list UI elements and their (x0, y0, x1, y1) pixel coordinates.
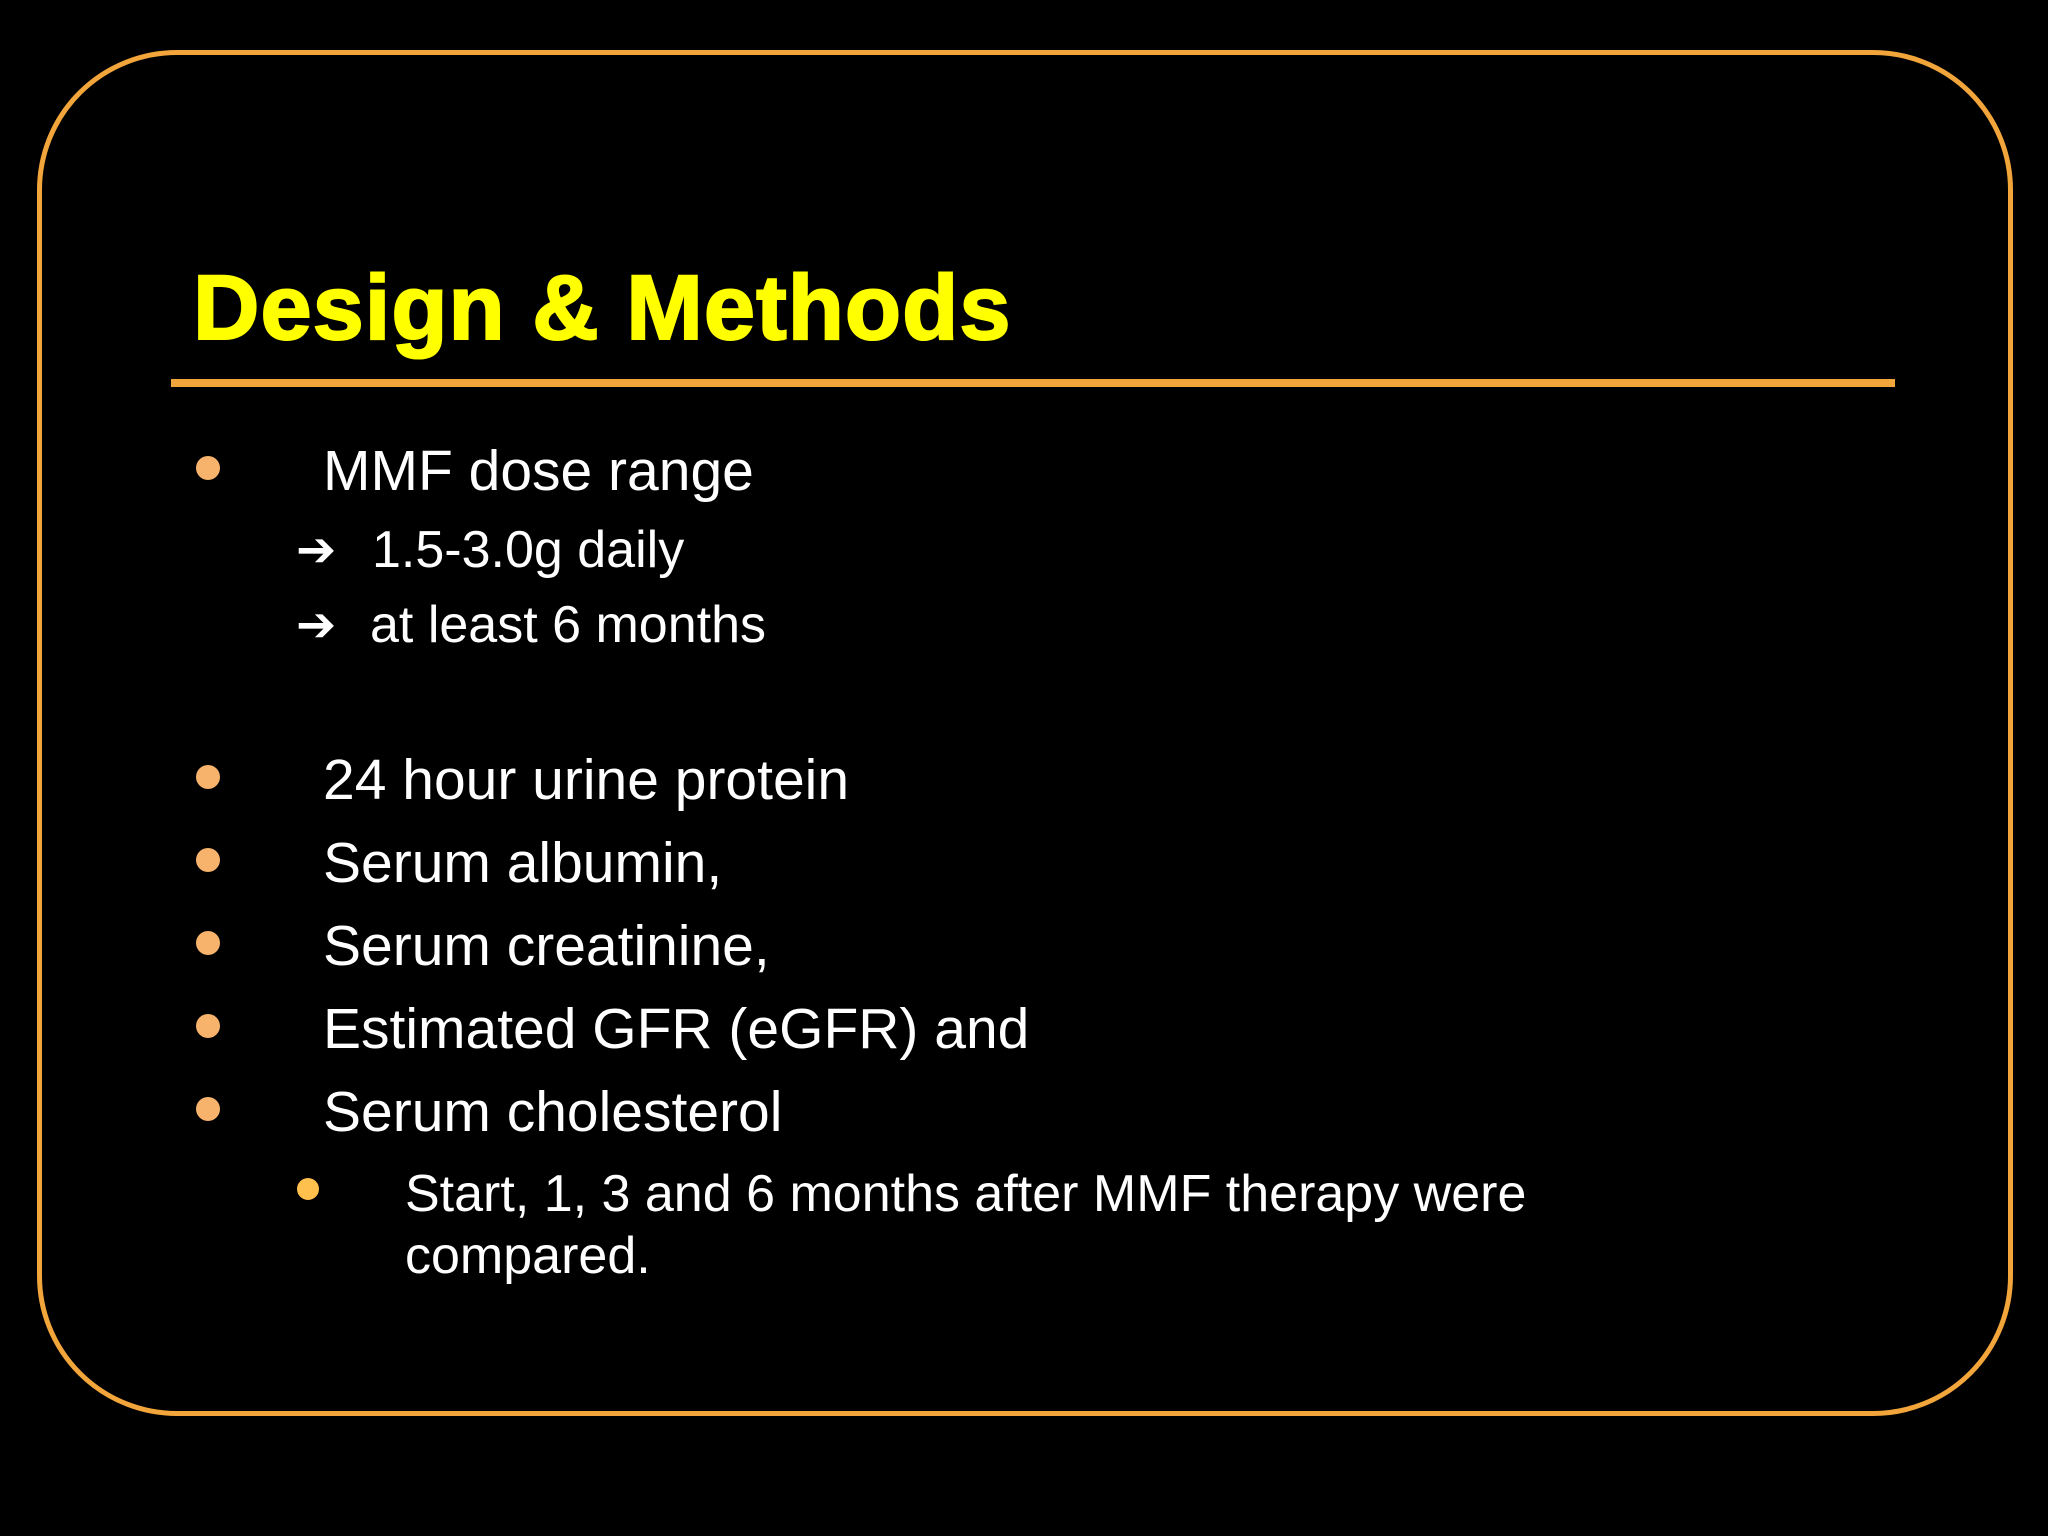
bullet-item-serum-cholesterol: Serum cholesterol (323, 1080, 783, 1144)
right-arrow-icon: ➔ (296, 522, 337, 578)
subitem-duration: at least 6 months (370, 596, 766, 654)
bullet-icon (196, 765, 220, 789)
right-arrow-icon: ➔ (296, 597, 337, 653)
bullet-icon (196, 1097, 220, 1121)
title-underline (171, 379, 1895, 387)
slide-title: Design & Methods (193, 257, 1012, 359)
bullet-icon (196, 456, 220, 480)
bullet-icon (196, 848, 220, 872)
bullet-item-urine-protein: 24 hour urine protein (323, 748, 850, 812)
bullet-item-serum-albumin: Serum albumin, (323, 831, 723, 895)
bullet-item-serum-creatinine: Serum creatinine, (323, 914, 770, 978)
bullet-icon (196, 1014, 220, 1038)
subitem-dose-daily: 1.5-3.0g daily (372, 521, 685, 579)
bullet-icon (196, 931, 220, 955)
bullet-note-comparison: Start, 1, 3 and 6 months after MMF therapy were compared. (405, 1165, 1527, 1285)
bullet-item-egfr: Estimated GFR (eGFR) and (323, 997, 1030, 1061)
sub-bullet-icon (297, 1178, 319, 1200)
bullet-item-mmf-dose-range: MMF dose range (323, 439, 754, 503)
